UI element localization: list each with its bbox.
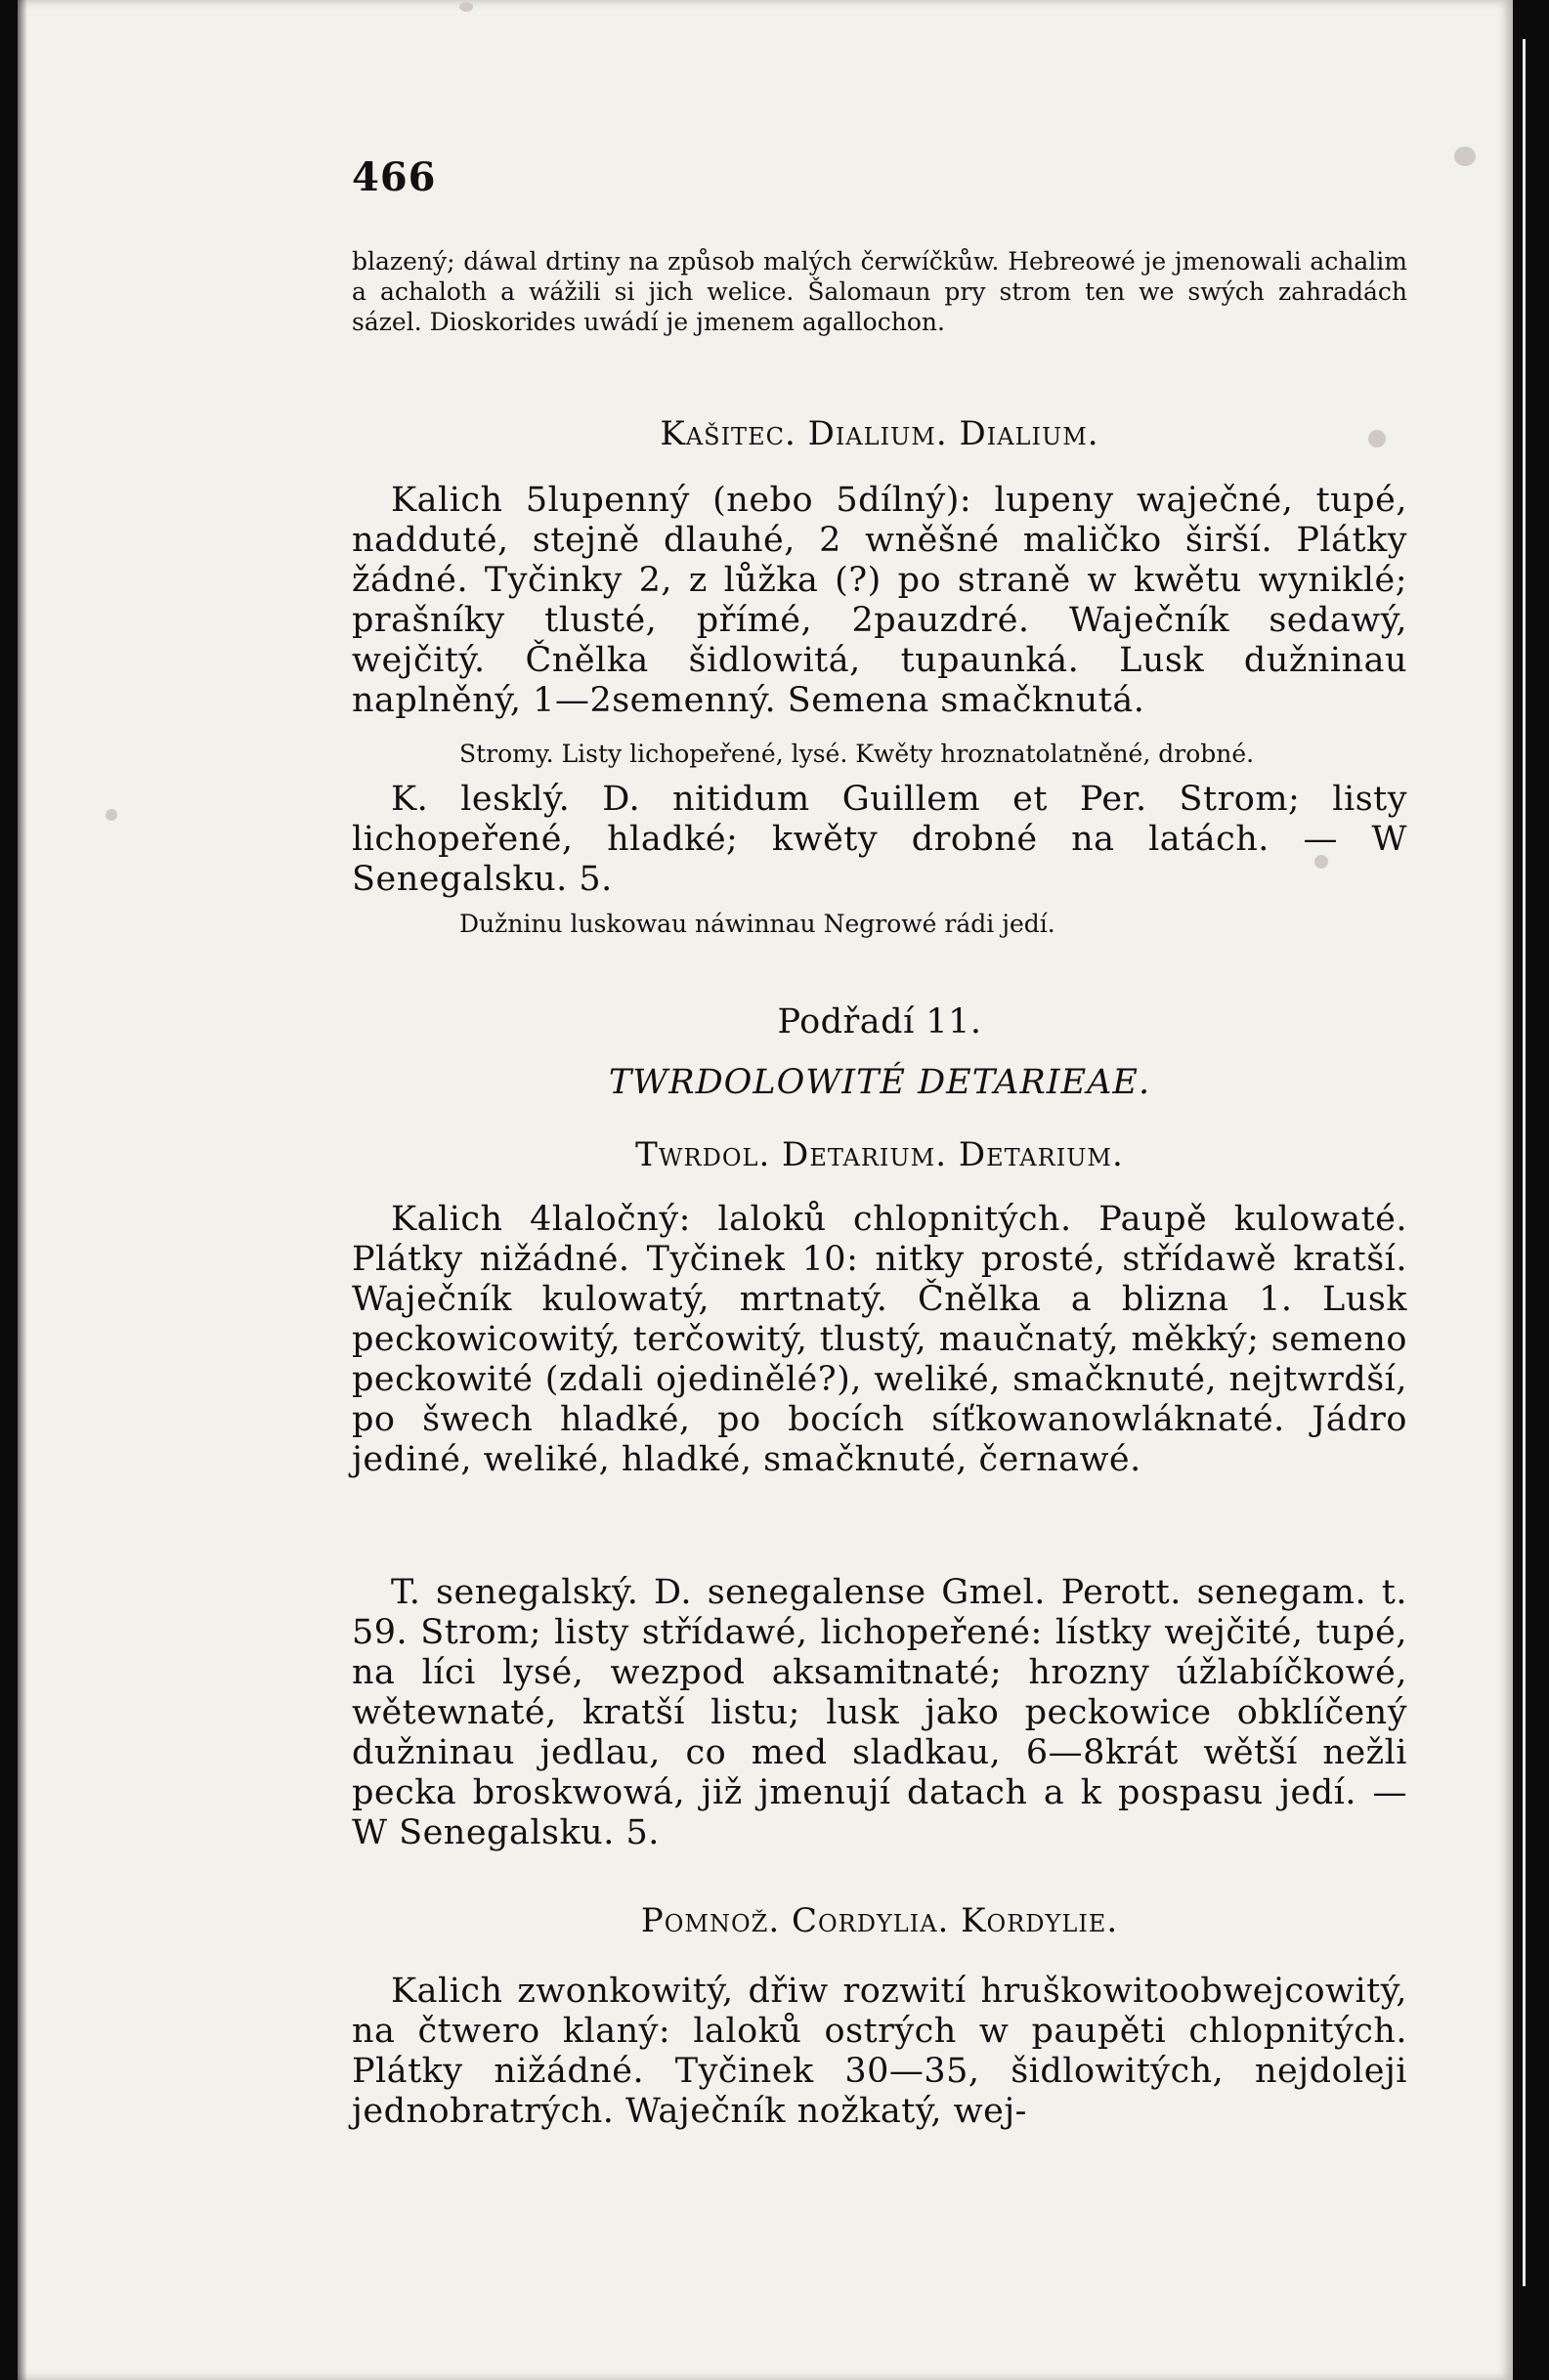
genus-heading-detarium: Twrdol. Detarium. Detarium. [635, 1135, 1124, 1174]
scan-border-line [1523, 39, 1526, 2286]
suborder-label: Podřadí 11. [777, 1002, 982, 1041]
cordylia-description: Kalich zwonkowitý, dřiw rozwití hruškowitoobwejcowitý, na čtwero klaný: laloků ostrých w paupěti chlopnitých. Plátky nižádné. Tyčinek 30—35, šidlowitých, nejdoleji jednobratrých. Waječník nožkatý, wej- [352, 1972, 1407, 2131]
genus-heading-dialium: Kašitec. Dialium. Dialium. [660, 414, 1099, 453]
dialium-note: Dužninu luskowau náwinnau Negrowé rádi jedí. [459, 910, 1055, 938]
dialium-habit: Stromy. Listy lichopeřené, lysé. Kwěty hroznatolatněné, drobné. [459, 740, 1255, 768]
detarium-species: T. senegalský. D. senegalense Gmel. Perott. senegam. t. 59. Strom; listy střídawé, lichopeřené: lístky wejčité, tupé, na líci lysé, wezpod aksamitnaté; hrozny úžlabíčkowé, wětewnaté, kratší listu; lusk jako peckowice obklíčený dužninau jedlau, co med sladkau, 6—8krát wětší nežli pecka broskwowá, již jmenují datach a k pospasu jedí. — W Senegalsku. 5. [352, 1573, 1407, 1852]
page-gutter-shadow [18, 0, 27, 2380]
dialium-species: K. lesklý. D. nitidum Guillem et Per. Strom; listy lichopeřené, hladké; kwěty drobné na latách. — W Senegalsku. 5. [352, 780, 1407, 899]
page-number: 466 [352, 154, 437, 200]
scan-speck [106, 809, 117, 821]
intro-paragraph: blazený; dáwal drtiny na způsob malých čerwíčkůw. Hebreowé je jmenowali achalim a achaloth a wážili si jich welice. Šalomaun pry strom ten we swých zahradách sázel. Dioskorides uwádí je jmenem agallochon. [352, 247, 1407, 336]
scan-speck [459, 2, 473, 12]
scan-speck [1454, 147, 1476, 166]
suborder-title: TWRDOLOWITÉ DETARIEAE. [608, 1063, 1151, 1102]
scan-border-right [1513, 0, 1549, 2380]
dialium-description: Kalich 5lupenný (nebo 5dílný): lupeny waječné, tupé, nadduté, stejně dlauhé, 2 wněšné maličko širší. Plátky žádné. Tyčinky 2, z lůžka (?) po straně w kwětu wyniklé; prašníky tlusté, přímé, 2pauzdré. Waječník sedawý, wejčitý. Čnělka šidlowitá, tupaunká. Lusk dužninau naplněný, 1—2semenný. Semena smačknutá. [352, 481, 1407, 720]
detarium-description: Kalich 4laločný: laloků chlopnitých. Paupě kulowaté. Plátky nižádné. Tyčinek 10: nitky prosté, střídawě kratší. Waječník kulowatý, mrtnatý. Čnělka a blizna 1. Lusk peckowicowitý, terčowitý, tlustý, maučnatý, měkký; semeno peckowité (zdali ojedinělé?), weliké, smačknuté, nejtwrdší, po šwech hladké, po bocích síťkowanowláknaté. Jádro jediné, weliké, hladké, smačknuté, černawé. [352, 1200, 1407, 1479]
genus-heading-cordylia: Pomnož. Cordylia. Kordylie. [640, 1901, 1119, 1940]
